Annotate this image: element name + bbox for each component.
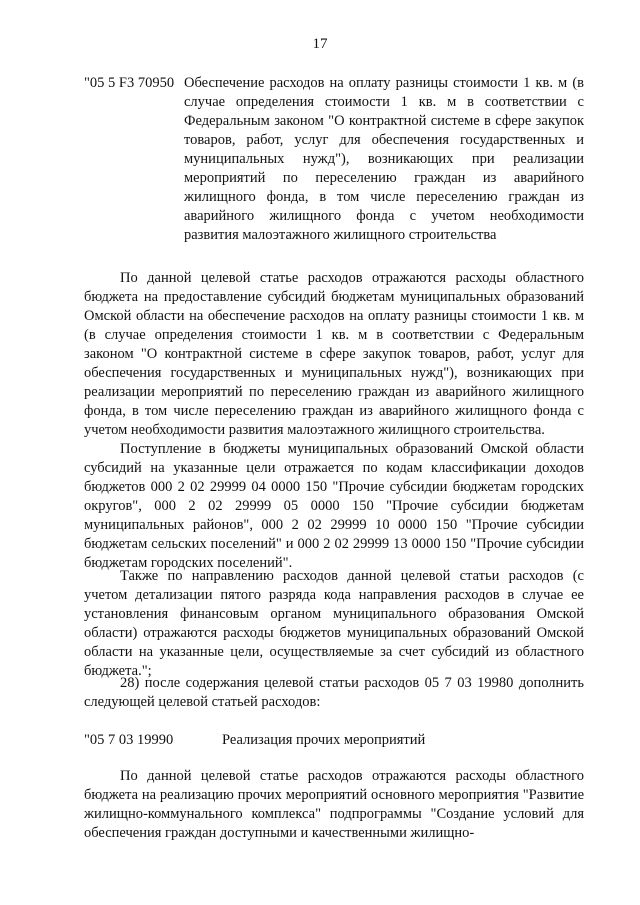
budget-code-description: Обеспечение расходов на оплату разницы стоимости 1 кв. м (в случае определения стоимости 1 кв. м в соответствии с Федеральным законом "О контрактной системе в сфере закупок товаров, работ, услуг для обеспечения государственных и муниципальных нужд"), возникающих при реализации мероприятий по переселению граждан из аварийного жилищного фонда, в том числе переселению граждан из аварийного жилищного фонда с учетом необходимости развития малоэтажного жилищного строительства (184, 75, 584, 243)
page-number: 17 (312, 36, 328, 52)
budget-code: "05 5 F3 70950 (84, 75, 175, 91)
budget-code-entry-1 (84, 74, 584, 245)
paragraph-1: По данной целевой статье расходов отражаются расходы областного бюджета на предоставление субсидий бюджетам муниципальных образований Омской области на обеспечение расходов на оплату разницы стоимости 1 кв. м (в случае определения стоимости 1 кв. м в соответствии с Федеральным законом "О контрактной системе в сфере закупок товаров, работ, услуг для обеспечения государственных и муниципальных нужд"), возникающих при реализации мероприятий по переселению граждан из аварийного жилищного фонда, в том числе переселению граждан из аварийного жилищного фонда с учетом необходимости развития малоэтажного жилищного строительства. (84, 270, 584, 438)
paragraph-final: По данной целевой статье расходов отражаются расходы областного бюджета на реализацию прочих мероприятий основного мероприятия "Развитие жилищно-коммунального комплекса" подпрограммы "Создание условий для обеспечения граждан доступными и качественными жилищно- (84, 768, 584, 841)
paragraph-4: 28) после содержания целевой статьи расходов 05 7 03 19980 дополнить следующей целевой статьей расходов: (84, 675, 584, 710)
budget-code: "05 7 03 19990 (84, 732, 174, 748)
paragraph-2: Поступление в бюджеты муниципальных образований Омской области субсидий на указанные цели отражается по кодам классификации доходов бюджетов 000 2 02 29999 04 0000 150 "Прочие субсидии бюджетам городских округов", 000 2 02 29999 05 0000 150 "Прочие субсидии бюджетам муниципальных районов", 000 2 02 29999 10 0000 150 "Прочие субсидии бюджетам сельских поселений" и 000 2 02 29999 13 0000 150 "Прочие субсидии бюджетам городских поселений". (84, 441, 584, 571)
paragraph-3: Также по направлению расходов данной целевой статьи расходов (с учетом детализации пятого разряда кода направления расходов в случае ее установления финансовым органом муниципального образования Омской области) отражаются расходы бюджетов муниципальных образований Омской области на указанные цели, осуществляемые за счет субсидий из областного бюджета."; (84, 568, 584, 679)
budget-code-title: Реализация прочих мероприятий (222, 732, 426, 748)
